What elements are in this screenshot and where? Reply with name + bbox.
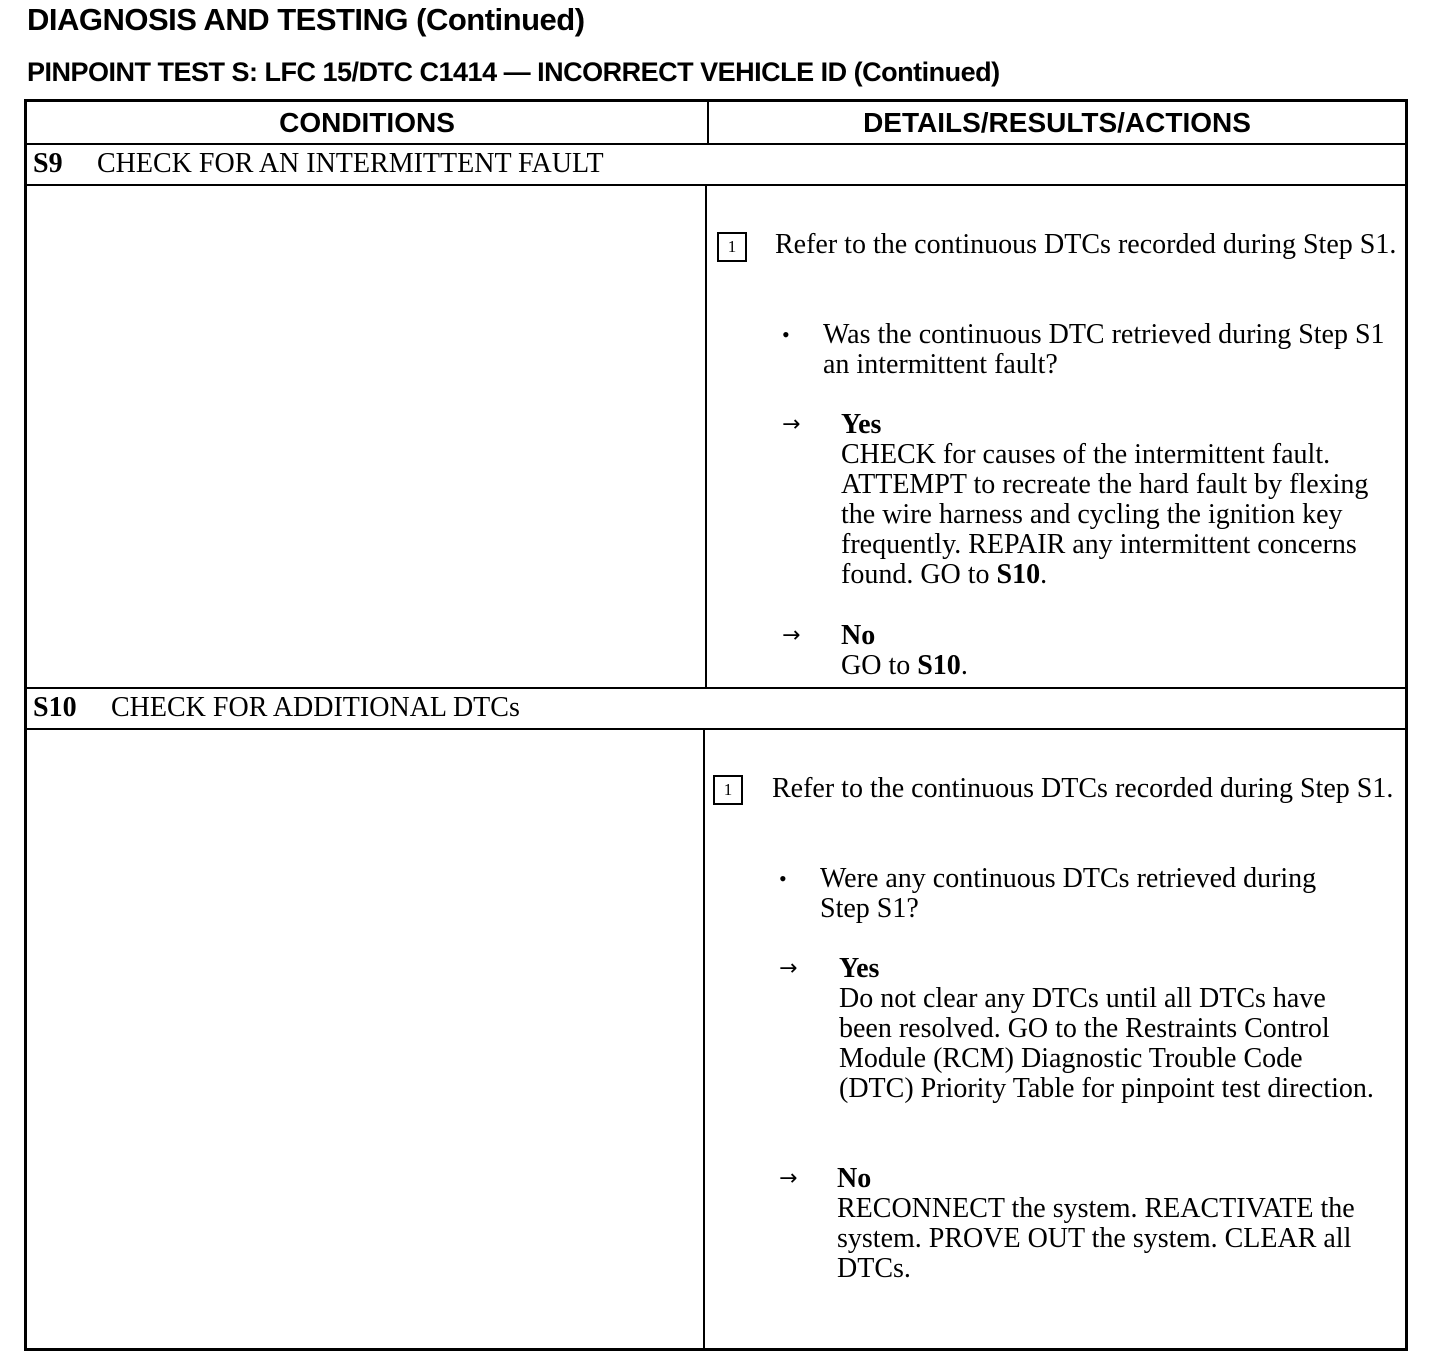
details-column-header: DETAILS/RESULTS/ACTIONS: [863, 107, 1251, 138]
s9-bullet-icon: •: [782, 322, 790, 347]
s10-column-divider: [703, 728, 705, 1348]
conditions-column-header: CONDITIONS: [279, 107, 455, 138]
header-column-divider: [707, 102, 709, 144]
s9-no-label: No: [841, 620, 876, 651]
s9-question: Was the continuous DTC retrieved during Step S1 an intermittent fault?: [823, 319, 1385, 380]
page-title: DIAGNOSIS AND TESTING (Continued): [27, 2, 585, 37]
header-divider: [27, 143, 1405, 145]
s9-no-ref: S10: [917, 650, 961, 681]
s9-yes-result: [841, 410, 1386, 590]
s10-title-divider: [27, 728, 1405, 730]
s10-yes-arrow-icon: →: [779, 956, 798, 981]
s10-no-text: RECONNECT the system. REACTIVATE the system. PROVE OUT the system. CLEAR all DTCs.: [837, 1193, 1355, 1284]
s10-no-arrow-icon: →: [779, 1166, 798, 1191]
step-s9-title-row: [33, 148, 604, 180]
s9-yes-ref: S10: [996, 559, 1041, 590]
s9-yes-end: .: [1040, 559, 1048, 590]
s10-yes-result: [839, 954, 1384, 1104]
step-s10-title-row: [33, 692, 520, 724]
s9-yes-text-wrap: [841, 440, 1386, 590]
s10-top-divider: [27, 687, 1405, 689]
step-s9-number: S9: [33, 148, 63, 179]
s10-no-result: [837, 1164, 1382, 1284]
s9-column-divider: [705, 184, 707, 688]
s9-action-number-box: 1: [717, 232, 747, 262]
pinpoint-test-title: PINPOINT TEST S: LFC 15/DTC C1414 — INCORRECT VEHICLE ID (Continued): [27, 57, 1000, 87]
s10-no-label: No: [837, 1163, 872, 1194]
s10-action-number-box: 1: [713, 775, 743, 805]
s10-question: Were any continuous DTCs retrieved during Step S1?: [820, 863, 1317, 924]
s9-no-arrow-icon: →: [782, 623, 801, 648]
s9-action-text: Refer to the continuous DTCs recorded during Step S1.: [775, 229, 1397, 260]
s9-yes-label: Yes: [841, 409, 882, 440]
s9-yes-arrow-icon: →: [782, 412, 801, 437]
s9-no-result: [841, 621, 1386, 681]
s9-no-text: GO to: [841, 650, 918, 681]
step-s9-title: CHECK FOR AN INTERMITTENT FAULT: [97, 148, 604, 179]
s9-yes-text: CHECK for causes of the intermittent fault. ATTEMPT to recreate the hard fault by flexing the wire harness and cycling the ignition key frequently. REPAIR any intermittent concerns found. GO to: [841, 439, 1369, 590]
step-s10-title: CHECK FOR ADDITIONAL DTCs: [111, 692, 520, 723]
s10-bullet-icon: •: [779, 866, 787, 891]
pinpoint-test-table: [24, 99, 1408, 1351]
s9-title-divider: [27, 184, 1405, 186]
s10-action-text: Refer to the continuous DTCs recorded during Step S1.: [772, 773, 1394, 804]
s10-yes-text: Do not clear any DTCs until all DTCs have been resolved. GO to the Restraints Control Module (RCM) Diagnostic Trouble Code (DTC) Priority Table for pinpoint test direction.: [839, 983, 1374, 1104]
step-s10-number: S10: [33, 692, 77, 723]
s10-yes-label: Yes: [839, 953, 880, 984]
s9-no-text-wrap: [841, 651, 1386, 681]
s9-no-end: .: [960, 650, 968, 681]
